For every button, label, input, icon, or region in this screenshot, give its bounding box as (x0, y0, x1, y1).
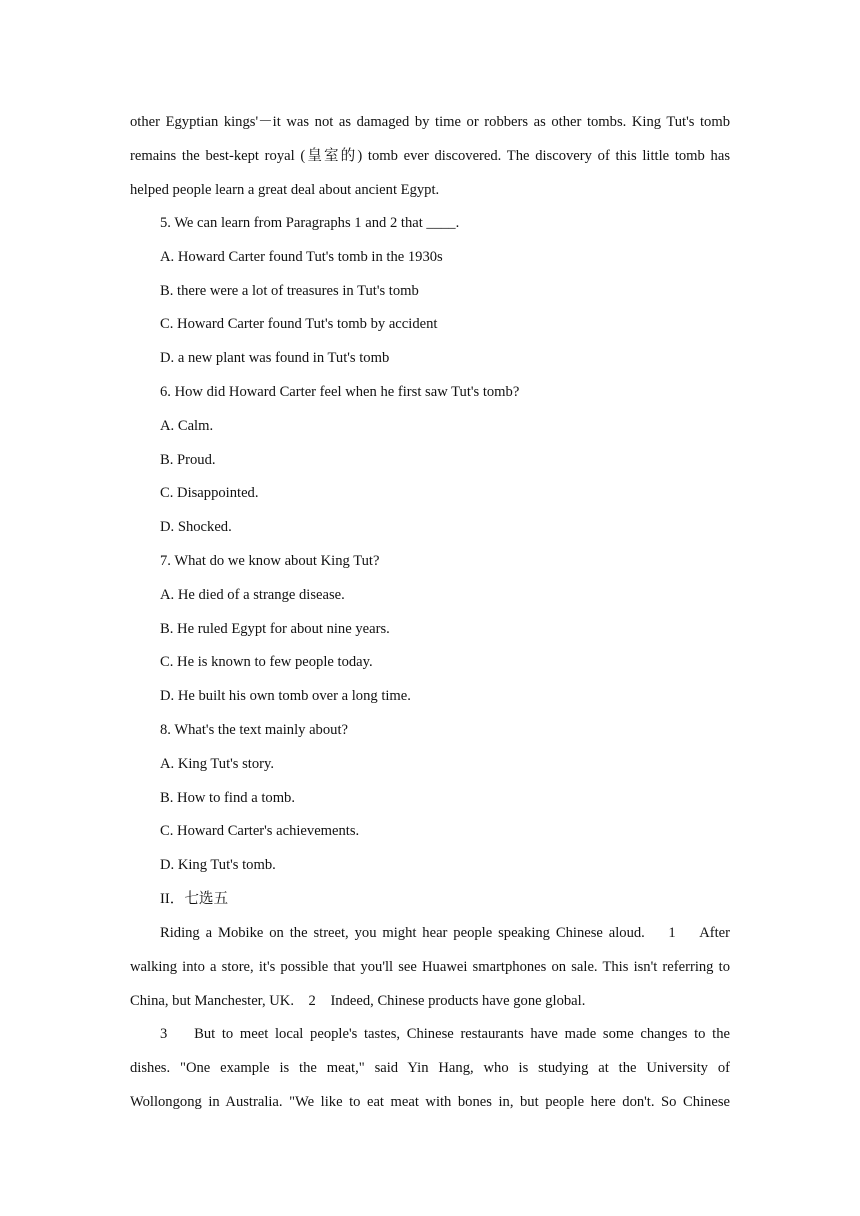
answer-option: C. Howard Carter's achievements. (160, 823, 360, 839)
paragraph-line: China, but Manchester, UK. 2 Indeed, Chinese products have gone global. (130, 993, 586, 1009)
answer-option: A. Howard Carter found Tut's tomb in the 1930s (160, 249, 443, 265)
paragraph-line: walking into a store, it's possible that you'll see Huawei smartphones on sale. This isn't referring to (130, 959, 730, 975)
answer-option: D. a new plant was found in Tut's tomb (160, 350, 390, 366)
answer-option: C. He is known to few people today. (160, 654, 373, 670)
answer-option: D. King Tut's tomb. (160, 857, 276, 873)
question-stem: 8. What's the text mainly about? (160, 722, 348, 738)
answer-option: A. He died of a strange disease. (160, 587, 345, 603)
answer-option: B. He ruled Egypt for about nine years. (160, 621, 390, 637)
answer-option: D. He built his own tomb over a long time. (160, 688, 411, 704)
answer-option: D. Shocked. (160, 519, 232, 535)
section-heading: II．七选五 (160, 891, 229, 907)
passage-line: remains the best-kept royal (皇室的) tomb ever discovered. The discovery of this little tomb has (130, 148, 730, 164)
passage-line: other Egyptian kings'－it was not as damaged by time or robbers as other tombs. King Tut's tomb (130, 114, 730, 130)
question-stem: 7. What do we know about King Tut? (160, 553, 380, 569)
paragraph-line: Riding a Mobike on the street, you might hear people speaking Chinese aloud. 1 After (160, 925, 730, 941)
passage-line: helped people learn a great deal about ancient Egypt. (130, 182, 440, 198)
question-stem: 5. We can learn from Paragraphs 1 and 2 that ____. (160, 215, 460, 231)
answer-option: B. Proud. (160, 452, 216, 468)
answer-option: C. Howard Carter found Tut's tomb by accident (160, 316, 438, 332)
question-stem: 6. How did Howard Carter feel when he first saw Tut's tomb? (160, 384, 520, 400)
answer-option: B. there were a lot of treasures in Tut's tomb (160, 283, 419, 299)
answer-option: A. Calm. (160, 418, 214, 434)
answer-option: B. How to find a tomb. (160, 790, 295, 806)
paragraph-line: dishes. "One example is the meat," said Yin Hang, who is studying at the University of (130, 1060, 730, 1076)
paragraph-line: Wollongong in Australia. "We like to eat meat with bones in, but people here don't. So Chinese (130, 1094, 730, 1110)
answer-option: A. King Tut's story. (160, 756, 275, 772)
answer-option: C. Disappointed. (160, 485, 259, 501)
paragraph-line: 3 But to meet local people's tastes, Chinese restaurants have made some changes to the (160, 1026, 730, 1042)
